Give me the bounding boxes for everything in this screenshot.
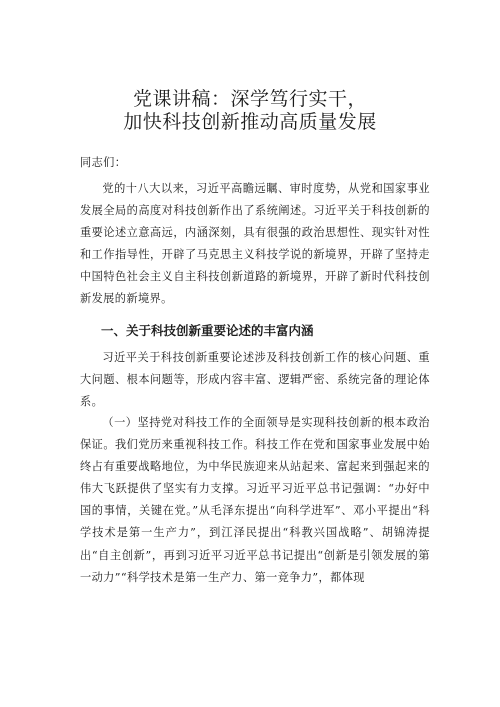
salutation: 同志们： (80, 156, 127, 169)
paragraph-1: 党的十八大以来，习近平高瞻远瞩、审时度势，从党和国家事业发展全局的高度对科技创新作出了系统阐述。习近平关于科技创新的重要论述立意高远，内涵深刻，具有很强的政治思想性、现实针对性和工作指导性，开辟了马克思主义科技学说的新境界，开辟了坚持走中国特色社会主义自主科技创新道路的新境界，开辟了新时代科技创新发展的新境界。 (80, 182, 430, 306)
document-title-line-1: 党课讲稿：深学笃行实干， (132, 88, 367, 110)
section-1-heading: 一、关于科技创新重要论述的丰富内涵 (101, 323, 314, 338)
paragraph-3: （一）坚持党对科技工作的全面领导是实现科技创新的根本政治保证。我们党历来重视科技工作。科技工作在党和国家事业发展中始终占有重要战略地位，为中华民族迎来从站起来、富起来到强起来的伟大飞跃提供了坚实有力支撑。习近平习近平总书记强调：“办好中国的事情，关键在党。”从毛泽东提出“向科学进军”、邓小平提出“科学技术是第一生产力”，到江泽民提出“科教兴国战略”、胡锦涛提出“自主创新”，再到习近平习近平总书记提出“创新是引领发展的第一动力”“科学技术是第一生产力、第一竞争力”，都体现 (80, 416, 430, 584)
document-title-line-2: 加快科技创新推动高质量发展 (123, 111, 377, 133)
paragraph-2: 习近平关于科技创新重要论述涉及科技创新工作的核心问题、重大问题、根本问题等，形成内容丰富、逻辑严密、系统完备的理论体系。 (80, 351, 430, 409)
